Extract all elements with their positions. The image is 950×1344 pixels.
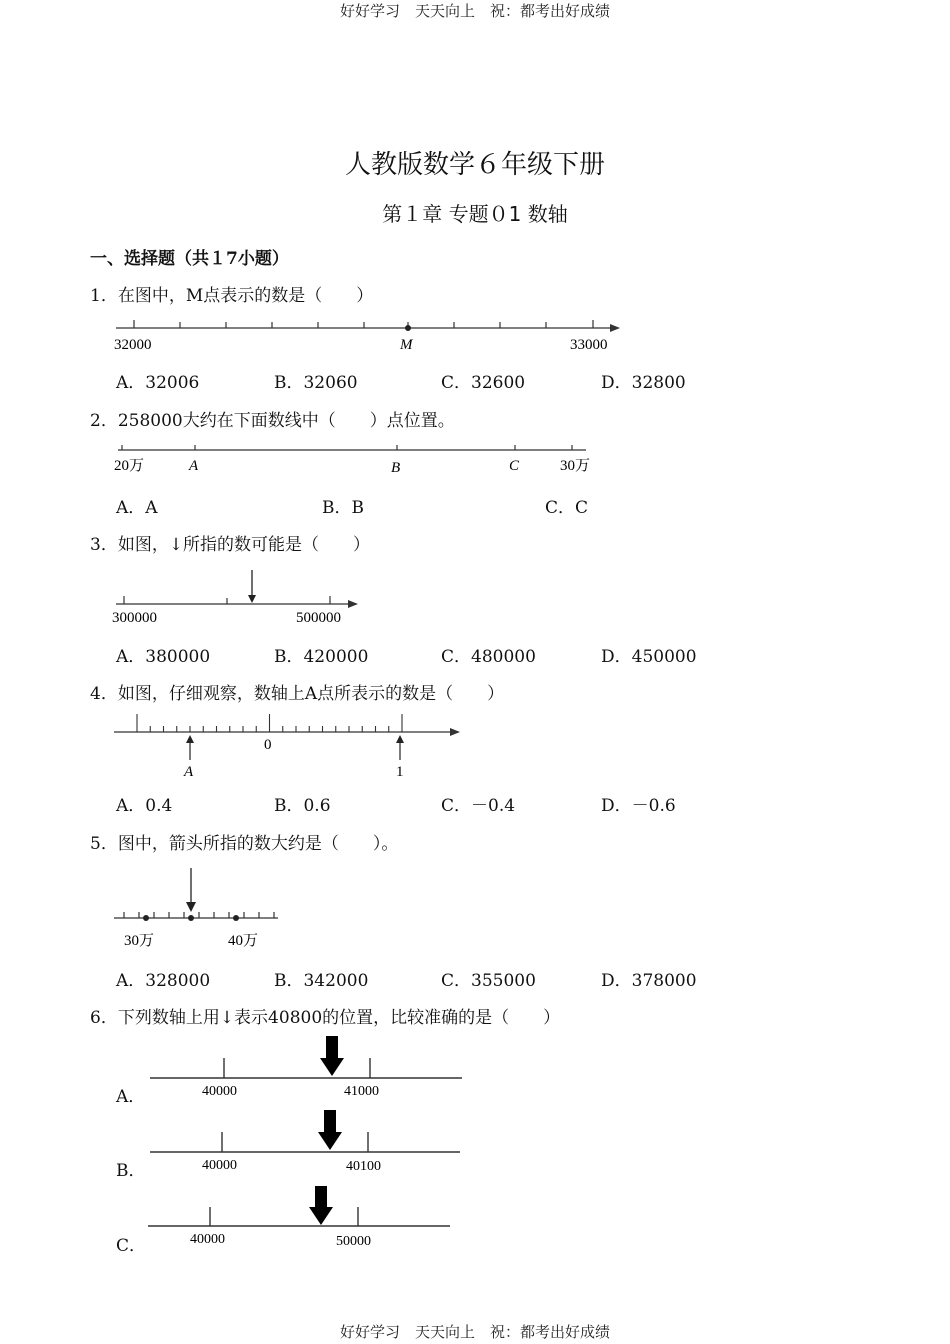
axis-label-left: 40000 [190,1232,225,1247]
bold-arrow-down-icon [320,1036,344,1076]
axis-label-right: 40100 [346,1159,381,1174]
question-3-stem: 3．如图，↓所指的数可能是（ ） [90,535,371,555]
question-1-option-d[interactable]: D．32800 [601,373,686,393]
question-4-stem: 4．如图，仔细观察，数轴上A点所表示的数是（ ） [90,684,505,704]
page-header: 好好学习 天天向上 祝：都考出好成绩 [339,2,610,20]
question-3-option-c[interactable]: C．480000 [441,647,536,667]
axis-label-m: M [400,337,413,353]
axis-label-20wan: 20万 [114,458,145,474]
question-2-option-c[interactable]: C．C [545,498,589,518]
question-4-option-d[interactable]: D．－0.6 [601,796,676,816]
axis-label-c: C [509,458,520,474]
page-title: 人教版数学６年级下册 [344,150,605,180]
axis-label-500000: 500000 [296,610,341,626]
question-5-option-c[interactable]: C．355000 [441,971,536,991]
question-5-stem: 5．图中，箭头所指的数大约是（ ）。 [90,834,399,854]
axis-label-left: 40000 [202,1084,237,1099]
question-4-number-line [110,710,470,784]
axis-label-a: A [189,458,199,474]
question-1-option-c[interactable]: C．32600 [441,373,526,393]
question-6-option-c-label[interactable]: C． [116,1236,147,1256]
axis-label-right: 41000 [344,1084,379,1099]
page-subtitle: 第１章 专题０1 数轴 [382,202,568,226]
axis-label-start: 32000 [114,337,152,353]
question-6-option-a-figure[interactable] [146,1034,466,1104]
question-4-option-b[interactable]: B．0.6 [274,796,331,816]
question-4-option-a[interactable]: A．0.4 [116,796,173,816]
question-2-option-a[interactable]: A．A [116,498,158,518]
question-6-option-b-figure[interactable] [146,1108,466,1178]
question-5-option-b[interactable]: B．342000 [274,971,369,991]
question-6-option-a-label[interactable]: A． [116,1087,146,1107]
arrow-down-icon [186,902,196,912]
question-2-option-b[interactable]: B．B [322,498,364,518]
axis-label-end: 33000 [570,337,608,353]
axis-label-one: 1 [396,764,404,780]
point-m-dot [405,325,411,331]
question-2-stem: 2．258000大约在下面数线中（ ）点位置。 [90,411,455,431]
axis-label-300000: 300000 [112,610,157,626]
bold-arrow-down-icon [318,1110,342,1150]
axis-label-right: 50000 [336,1234,371,1249]
question-5-option-d[interactable]: D．378000 [601,971,697,991]
question-3-option-a[interactable]: A．380000 [116,647,211,667]
axis-label-zero: 0 [264,737,272,753]
axis-label-b: B [391,460,401,476]
section-heading: 一、选择题（共１7小题） [90,249,289,269]
arrow-up-icon [396,735,404,743]
question-3-option-d[interactable]: D．450000 [601,647,697,667]
question-6-option-c-figure[interactable] [144,1183,464,1253]
axis-label-30wan: 30万 [124,933,155,949]
question-4-option-c[interactable]: C．－0.4 [441,796,516,816]
question-1-option-a[interactable]: A．32006 [116,373,200,393]
question-3-number-line [110,566,370,628]
arrow-up-icon [186,735,194,743]
question-6-stem: 6．下列数轴上用↓表示40800的位置，比较准确的是（ ） [90,1008,561,1028]
question-1-number-line [110,312,630,358]
question-1-stem: 1．在图中，M点表示的数是（ ） [90,286,374,306]
axis-label-40wan: 40万 [228,933,259,949]
bold-arrow-down-icon [309,1186,333,1225]
page-footer: 好好学习 天天向上 祝：都考出好成绩 [339,1323,610,1341]
question-1-option-b[interactable]: B．32060 [274,373,358,393]
question-6-option-b-label[interactable]: B． [116,1161,146,1181]
question-5-option-a[interactable]: A．328000 [116,971,211,991]
question-2-number-line [110,440,610,480]
question-5-number-line [110,862,290,952]
axis-label-left: 40000 [202,1158,237,1173]
axis-label-30wan: 30万 [560,458,591,474]
axis-label-a: A [184,764,194,780]
question-3-option-b[interactable]: B．420000 [274,647,369,667]
